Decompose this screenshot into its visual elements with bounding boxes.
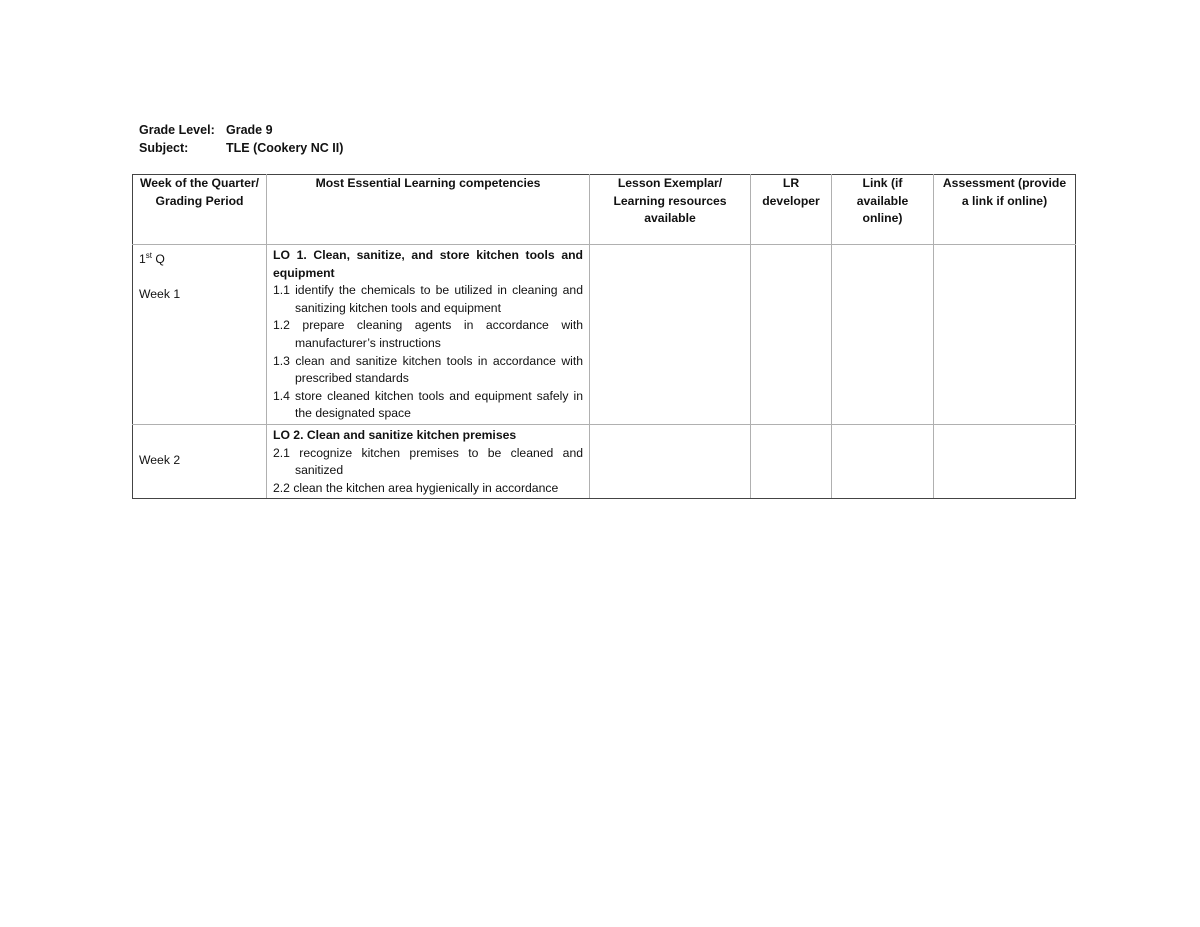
learning-outcome-title: LO 1. Clean, sanitize, and store kitchen tools and equipment — [273, 248, 583, 280]
week-label: Week 1 — [139, 286, 181, 301]
grade-level-row — [139, 121, 343, 139]
competency-item: 1.3 clean and sanitize kitchen tools in accordance with prescribed standards — [273, 353, 583, 386]
assessment-cell — [934, 424, 1076, 498]
week-cell — [133, 424, 267, 498]
column-header-competencies: Most Essential Learning competencies — [267, 175, 590, 245]
table-header-row — [133, 175, 1076, 245]
competency-item: 1.2 prepare cleaning agents in accordance with manufacturer’s instructions — [273, 318, 583, 350]
lr-developer-cell — [751, 245, 832, 425]
column-header-week: Week of the Quarter/ Grading Period — [133, 175, 267, 245]
table-row-week-2 — [133, 424, 1076, 498]
lr-developer-cell — [751, 424, 832, 498]
quarter-label: 1st Q — [139, 251, 165, 267]
grade-level-label: Grade Level: — [139, 123, 215, 137]
column-header-lesson-exemplar: Lesson Exemplar/ Learning resources available — [590, 175, 751, 245]
link-cell — [832, 245, 934, 425]
column-header-link: Link (if available online) — [832, 175, 934, 245]
competencies-table — [132, 174, 1076, 499]
learning-outcome-title: LO 2. Clean and sanitize kitchen premises — [273, 427, 517, 442]
assessment-cell — [934, 245, 1076, 425]
competency-item: 2.2 clean the kitchen area hygienically in accordance — [273, 480, 559, 495]
document-header — [139, 121, 343, 157]
table-row-week-1 — [133, 245, 1076, 425]
column-header-lr-developer: LR developer — [751, 175, 832, 245]
lesson-exemplar-cell — [590, 245, 751, 425]
competencies-cell — [267, 424, 590, 498]
competency-item: 1.1 identify the chemicals to be utilized in cleaning and sanitizing kitchen tools and equipment — [273, 283, 583, 315]
competency-item: 1.4 store cleaned kitchen tools and equipment safely in the designated space — [273, 388, 583, 421]
competency-item: 2.1 recognize kitchen premises to be cleaned and sanitized — [273, 445, 583, 478]
lesson-exemplar-cell — [590, 424, 751, 498]
competencies-cell — [267, 245, 590, 425]
link-cell — [832, 424, 934, 498]
column-header-assessment: Assessment (provide a link if online) — [934, 175, 1076, 245]
subject-value: TLE (Cookery NC II) — [226, 141, 344, 155]
week-label: Week 2 — [139, 452, 181, 467]
grade-level-value: Grade 9 — [226, 123, 273, 137]
subject-row — [139, 139, 343, 157]
subject-label: Subject: — [139, 141, 189, 155]
week-cell — [133, 245, 267, 425]
